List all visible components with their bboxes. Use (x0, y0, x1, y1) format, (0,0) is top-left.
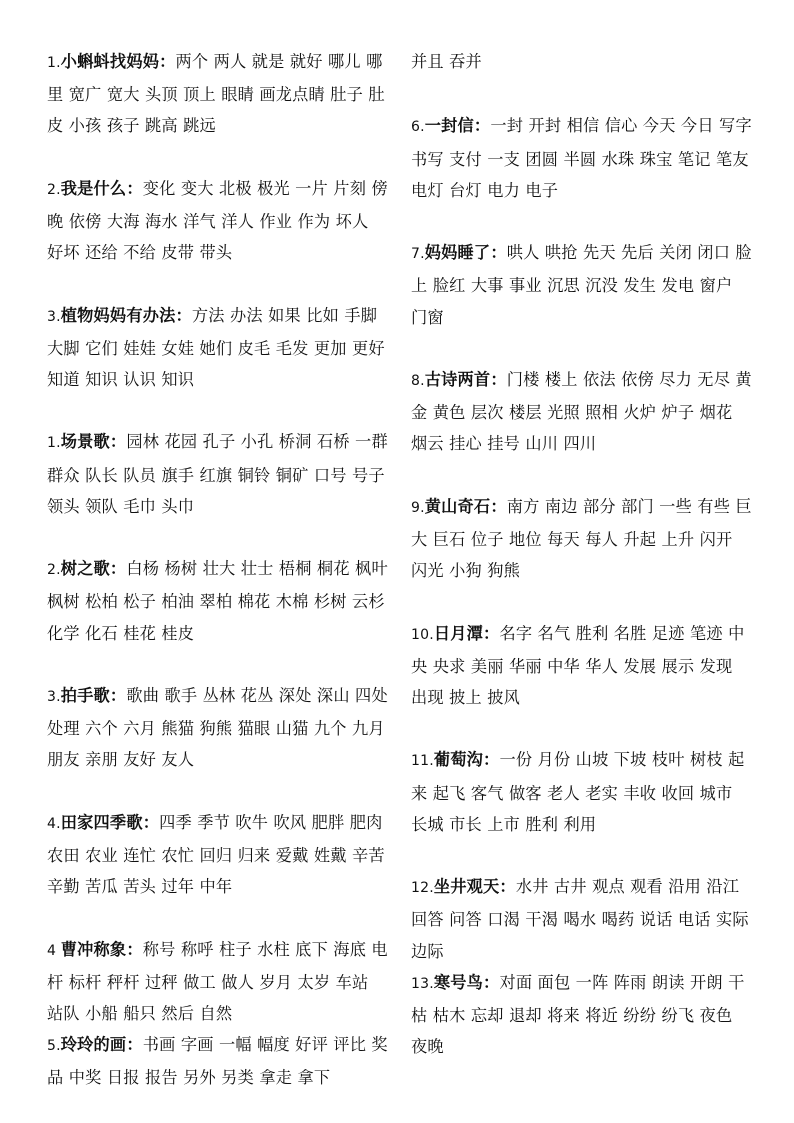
lesson-title: 田家四季歌： (60, 812, 160, 832)
left-column (47, 46, 389, 1094)
lesson-title: 拍手歌： (60, 685, 127, 705)
lesson-title: 葡萄沟： (433, 750, 500, 770)
lesson-title: 日月潭： (433, 623, 500, 643)
word-list: 方法 办法 如果 比如 手脚 大脚 它们 娃娃 女娃 她们 皮毛 毛发 更加 更好 知道 知识 认识 知识 (47, 305, 385, 389)
word-list: 一封 开封 相信 信心 今天 今日 写字 书写 支付 一支 团圆 半圆 水珠 珠宝 笔记 笔友 电灯 台灯 电力 电子 (411, 116, 752, 200)
entry-number: 6. (411, 119, 425, 136)
word-list: 南方 南边 部分 部门 一些 有些 巨大 巨石 位子 地位 每天 每人 升起 上升 闪开 闪光 小狗 狗熊 (411, 496, 752, 581)
lesson-title: 黄山奇石： (424, 496, 507, 516)
word-list: 称号 称呼 柱子 水柱 底下 海底 电杆 标杆 秤杆 过秤 做工 做人 岁月 太岁 车站 站队 小船 船只 然后 自然 (47, 939, 388, 1023)
vocab-entry-9 (411, 491, 753, 587)
vocab-entry-7 (47, 807, 389, 903)
entry-number: 1. (47, 435, 61, 452)
word-list: 书画 字画 一幅 幅度 好评 评比 奖品 中奖 日报 报告 另外 另类 拿走 拿下 (47, 1035, 388, 1088)
lesson-title: 一封信： (424, 116, 491, 136)
vocab-entry-2 (47, 173, 389, 269)
vocab-entry-4 (47, 426, 389, 522)
word-list: 两个 两人 就是 就好 哪儿 哪里 宽广 宽大 头顶 顶上 眼睛 画龙点睛 肚子 肚皮 小孩 孩子 跳高 跳远 (47, 52, 385, 136)
entry-number: 2. (47, 181, 61, 198)
entry-number: 4 (47, 942, 61, 959)
word-list: 并且 吞并 (411, 52, 482, 71)
vocab-entry-13 (411, 967, 753, 1063)
vocab-entry-1 (47, 46, 389, 142)
lesson-title: 小蝌蚪找妈妈： (60, 52, 176, 71)
word-list: 门楼 楼上 依法 依傍 尽力 无尽 黄金 黄色 层次 楼层 光照 照相 火炉 炉子 烟花 烟云 挂心 挂号 山川 四川 (411, 369, 752, 454)
vocab-entry-5 (47, 553, 389, 649)
lesson-title: 妈妈睡了： (424, 243, 507, 263)
entry-number: 10. (411, 626, 434, 643)
entry-number: 1. (47, 55, 61, 71)
word-list: 一份 月份 山坡 下坡 枝叶 树枝 起来 起飞 客气 做客 老人 老实 丰收 收回 城市 长城 市长 上市 胜利 利用 (411, 750, 745, 834)
entry-number: 9. (411, 499, 425, 516)
vocab-entry-continuation (411, 46, 753, 79)
word-list: 对面 面包 一阵 阵雨 朗读 开朗 干枯 枯木 忘却 退却 将来 将近 纷纷 纷飞 夜色 夜晚 (411, 972, 745, 1057)
word-list: 变化 变大 北极 极光 一片 片刻 傍晚 依傍 大海 海水 洋气 洋人 作业 作为 坏人 好坏 还给 不给 皮带 带头 (47, 178, 388, 263)
vocab-entry-8 (411, 364, 753, 460)
lesson-title: 寒号鸟： (433, 972, 500, 992)
entry-number: 7. (411, 246, 425, 263)
entry-number: 2. (47, 562, 61, 579)
lesson-title: 植物妈妈有办法： (60, 305, 192, 325)
word-list: 歌曲 歌手 丛林 花丛 深处 深山 四处 处理 六个 六月 熊猫 狗熊 猫眼 山猫 九个 九月 朋友 亲朋 友好 友人 (47, 685, 388, 770)
lesson-title: 曹冲称象： (60, 939, 143, 959)
lesson-title: 玲玲的画： (60, 1035, 143, 1055)
vocab-entry-10 (411, 618, 753, 714)
entry-number: 12. (411, 880, 434, 897)
lesson-title: 场景歌： (60, 432, 127, 452)
word-list: 园林 花园 孔子 小孔 桥洞 石桥 一群 群众 队长 队员 旗手 红旗 铜铃 铜矿 口号 号子 领头 领队 毛巾 头巾 (47, 432, 388, 516)
word-list: 名字 名气 胜利 名胜 足迹 笔迹 中央 央求 美丽 华丽 中华 华人 发展 展示 发现 出现 披上 披风 (411, 623, 745, 707)
vocab-entry-6 (411, 110, 753, 206)
entry-number: 13. (411, 975, 434, 992)
vocab-entry-9 (47, 1029, 389, 1093)
word-list: 白杨 杨树 壮大 壮士 梧桐 桐花 枫叶 枫树 松柏 松子 柏油 翠柏 棉花 木棉 杉树 云杉 化学 化石 桂花 桂皮 (47, 559, 388, 643)
entry-number: 5. (47, 1038, 61, 1055)
lesson-title: 我是什么： (60, 178, 143, 198)
vocab-entry-8 (47, 934, 389, 1030)
entry-number: 11. (411, 753, 434, 770)
vocab-entry-11 (411, 744, 753, 840)
lesson-title: 古诗两首： (424, 369, 507, 389)
vocab-entry-3 (47, 300, 389, 396)
entry-number: 3. (47, 688, 61, 705)
lesson-title: 树之歌： (60, 559, 127, 579)
right-column (411, 46, 753, 1062)
vocab-entry-6 (47, 680, 389, 776)
entry-number: 8. (411, 372, 425, 389)
lesson-title: 坐井观天： (433, 877, 516, 897)
word-list: 水井 古井 观点 观看 沿用 沿江 回答 问答 口渴 干渴 喝水 喝药 说话 电话 实际 边际 (411, 877, 749, 961)
word-list: 四季 季节 吹牛 吹风 肥胖 肥肉 农田 农业 连忙 农忙 回归 归来 爱戴 姓戴 辛苦 辛勤 苦瓜 苦头 过年 中年 (47, 812, 385, 897)
vocab-entry-12 (411, 871, 753, 967)
entry-number: 4. (47, 815, 61, 832)
vocab-entry-7 (411, 237, 753, 333)
word-list: 哄人 哄抢 先天 先后 关闭 闭口 脸上 脸红 大事 事业 沉思 沉没 发生 发电 窗户 门窗 (411, 243, 752, 327)
entry-number: 3. (47, 308, 61, 325)
